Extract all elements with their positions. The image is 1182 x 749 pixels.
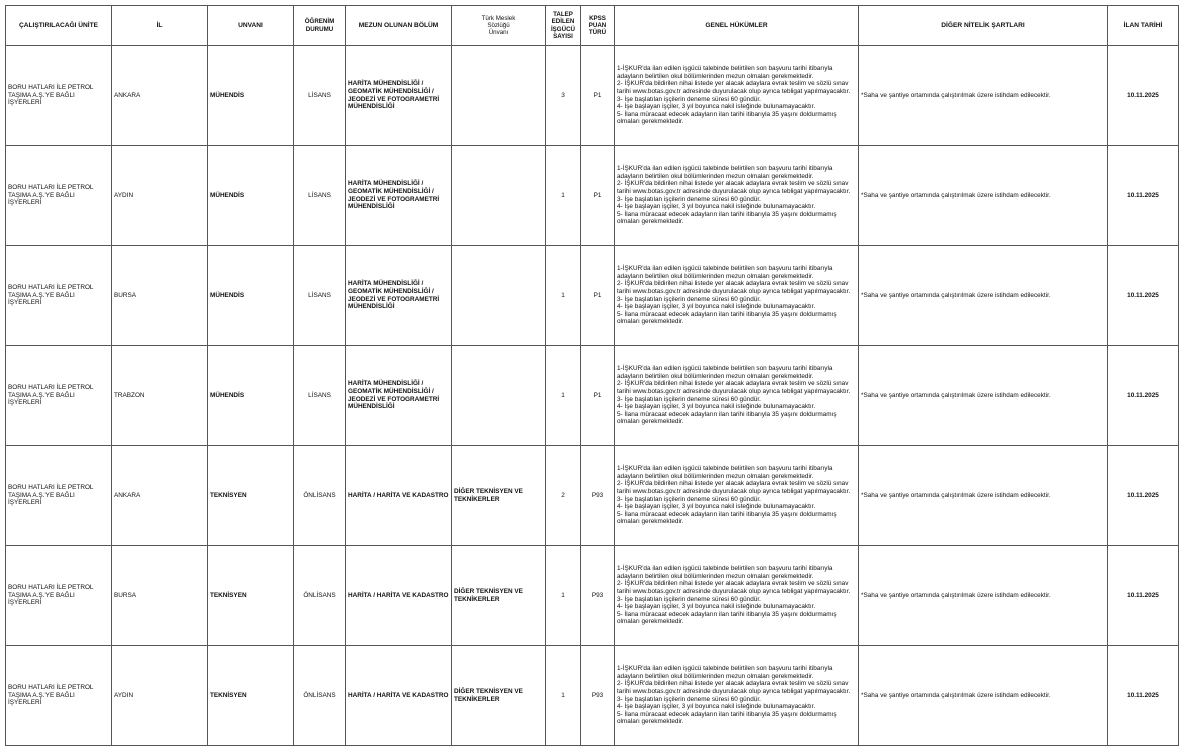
table-row xyxy=(6,346,1179,446)
cell-ogrenim: ÖNLİSANS xyxy=(294,646,346,746)
cell-unvani: TEKNİSYEN xyxy=(208,446,294,546)
cell-bolum: HARİTA MÜHENDİSLİĞİ / GEOMATİK MÜHENDİSLİĞİ / JEODEZİ VE FOTOGRAMETRİ MÜHENDİSLİĞİ xyxy=(346,246,452,346)
table-header xyxy=(6,6,1179,46)
cell-genel-hukumler xyxy=(615,546,859,646)
cell-meslek xyxy=(452,246,546,346)
cell-talep: 1 xyxy=(546,146,581,246)
hukum-item: 2- İŞKUR'da bildirilen nihai listede yer alacak adaylara evrak teslim ve sözlü sınav tarihi www.botas.gov.tr adresinde duyurulacak olup ayrıca tebligat yapılmayacaktır. xyxy=(617,380,851,395)
header-bolum: MEZUN OLUNAN BÖLÜM xyxy=(346,6,452,46)
cell-diger-nitelik: *Saha ve şantiye ortamında çalıştırılmak üzere istihdam edilecektir. xyxy=(859,46,1108,146)
cell-il: AYDIN xyxy=(112,646,208,746)
cell-unite: BORU HATLARI İLE PETROL TAŞIMA A.Ş.'YE BAĞLI İŞYERLERİ xyxy=(6,46,112,146)
hukum-item: 2- İŞKUR'da bildirilen nihai listede yer alacak adaylara evrak teslim ve sözlü sınav tarihi www.botas.gov.tr adresinde duyurulacak olup ayrıca tebligat yapılmayacaktır. xyxy=(617,680,851,695)
cell-unvani: TEKNİSYEN xyxy=(208,546,294,646)
hukum-item: 5- İlana müracaat edecek adayların ilan tarihi itibarıyla 35 yaşını doldurmamış olmaları gerekmektedir. xyxy=(617,210,837,226)
cell-ilan-tarihi: 10.11.2025 xyxy=(1108,646,1179,746)
cell-genel-hukumler xyxy=(615,646,859,746)
cell-diger-nitelik: *Saha ve şantiye ortamında çalıştırılmak üzere istihdam edilecektir. xyxy=(859,546,1108,646)
cell-il: TRABZON xyxy=(112,346,208,446)
header-diger: DİĞER NİTELİK ŞARTLARI xyxy=(859,6,1108,46)
cell-ilan-tarihi: 10.11.2025 xyxy=(1108,46,1179,146)
hukum-item: 3- İşe başlatılan işçilerin deneme süresi 60 gündür. xyxy=(617,95,761,103)
cell-talep: 1 xyxy=(546,546,581,646)
hukum-item: 4- İşe başlayan işçiler, 3 yıl boyunca nakil isteğinde bulunamayacaktır. xyxy=(617,403,816,411)
cell-talep: 3 xyxy=(546,46,581,146)
cell-talep: 2 xyxy=(546,446,581,546)
header-ogrenim: ÖĞRENİM DURUMU xyxy=(294,6,346,46)
header-unite: ÇALIŞTIRILACAĞI ÜNİTE xyxy=(6,6,112,46)
cell-unite: BORU HATLARI İLE PETROL TAŞIMA A.Ş.'YE BAĞLI İŞYERLERİ xyxy=(6,246,112,346)
cell-kpss: P1 xyxy=(581,146,615,246)
cell-bolum: HARİTA / HARİTA VE KADASTRO xyxy=(346,546,452,646)
hukum-item: 1-İŞKUR'da ilan edilen işgücü talebinde belirtilen son başvuru tarihi itibarıyla adayların belirtilen okul bölümlerinden mezun olmaları gerekmektedir. xyxy=(617,665,833,680)
cell-bolum: HARİTA MÜHENDİSLİĞİ / GEOMATİK MÜHENDİSLİĞİ / JEODEZİ VE FOTOGRAMETRİ MÜHENDİSLİĞİ xyxy=(346,346,452,446)
header-genel: GENEL HÜKÜMLER xyxy=(615,6,859,46)
cell-unite: BORU HATLARI İLE PETROL TAŞIMA A.Ş.'YE BAĞLI İŞYERLERİ xyxy=(6,546,112,646)
cell-ogrenim: ÖNLİSANS xyxy=(294,546,346,646)
hukum-item: 4- İşe başlayan işçiler, 3 yıl boyunca nakil isteğinde bulunamayacaktır. xyxy=(617,703,816,711)
cell-unvani: MÜHENDİS xyxy=(208,46,294,146)
header-row xyxy=(6,6,1179,46)
cell-il: ANKARA xyxy=(112,446,208,546)
cell-meslek: DİĞER TEKNİSYEN VE TEKNİKERLER xyxy=(452,646,546,746)
hukum-item: 5- İlana müracaat edecek adayların ilan tarihi itibarıyla 35 yaşını doldurmamış olmaları gerekmektedir. xyxy=(617,610,837,626)
cell-unite: BORU HATLARI İLE PETROL TAŞIMA A.Ş.'YE BAĞLI İŞYERLERİ xyxy=(6,346,112,446)
cell-ilan-tarihi: 10.11.2025 xyxy=(1108,346,1179,446)
hukum-item: 4- İşe başlayan işçiler, 3 yıl boyunca nakil isteğinde bulunamayacaktır. xyxy=(617,303,816,311)
cell-genel-hukumler xyxy=(615,346,859,446)
table-row xyxy=(6,146,1179,246)
cell-ilan-tarihi: 10.11.2025 xyxy=(1108,446,1179,546)
cell-meslek: DİĞER TEKNİSYEN VE TEKNİKERLER xyxy=(452,546,546,646)
cell-diger-nitelik: *Saha ve şantiye ortamında çalıştırılmak üzere istihdam edilecektir. xyxy=(859,346,1108,446)
hukum-item: 4- İşe başlayan işçiler, 3 yıl boyunca nakil isteğinde bulunamayacaktır. xyxy=(617,203,816,211)
cell-il: BURSA xyxy=(112,246,208,346)
cell-diger-nitelik: *Saha ve şantiye ortamında çalıştırılmak üzere istihdam edilecektir. xyxy=(859,646,1108,746)
cell-kpss: P93 xyxy=(581,446,615,546)
cell-kpss: P93 xyxy=(581,546,615,646)
cell-talep: 1 xyxy=(546,646,581,746)
hukum-item: 1-İŞKUR'da ilan edilen işgücü talebinde belirtilen son başvuru tarihi itibarıyla adayların belirtilen okul bölümlerinden mezun olmaları gerekmektedir. xyxy=(617,465,833,480)
cell-kpss: P1 xyxy=(581,246,615,346)
table-row xyxy=(6,646,1179,746)
cell-kpss: P93 xyxy=(581,646,615,746)
cell-il: BURSA xyxy=(112,546,208,646)
header-unvani: UNVANI xyxy=(208,6,294,46)
cell-bolum: HARİTA / HARİTA VE KADASTRO xyxy=(346,646,452,746)
hukum-item: 3- İşe başlatılan işçilerin deneme süresi 60 gündür. xyxy=(617,395,761,403)
cell-genel-hukumler xyxy=(615,46,859,146)
cell-meslek xyxy=(452,46,546,146)
hukum-item: 3- İşe başlatılan işçilerin deneme süresi 60 gündür. xyxy=(617,595,761,603)
table-row xyxy=(6,246,1179,346)
hukum-item: 3- İşe başlatılan işçilerin deneme süresi 60 gündür. xyxy=(617,495,761,503)
cell-genel-hukumler xyxy=(615,146,859,246)
cell-il: AYDIN xyxy=(112,146,208,246)
cell-diger-nitelik: *Saha ve şantiye ortamında çalıştırılmak üzere istihdam edilecektir. xyxy=(859,246,1108,346)
hukum-item: 5- İlana müracaat edecek adayların ilan tarihi itibarıyla 35 yaşını doldurmamış olmaları gerekmektedir. xyxy=(617,510,837,526)
hukum-item: 5- İlana müracaat edecek adayların ilan tarihi itibarıyla 35 yaşını doldurmamış olmaları gerekmektedir. xyxy=(617,410,837,426)
cell-meslek xyxy=(452,346,546,446)
cell-unvani: MÜHENDİS xyxy=(208,346,294,446)
hukum-item: 2- İŞKUR'da bildirilen nihai listede yer alacak adaylara evrak teslim ve sözlü sınav tarihi www.botas.gov.tr adresinde duyurulacak olup ayrıca tebligat yapılmayacaktır. xyxy=(617,580,851,595)
header-talep: TALEP EDİLEN İŞGÜCÜ SAYISI xyxy=(546,6,581,46)
cell-il: ANKARA xyxy=(112,46,208,146)
cell-bolum: HARİTA MÜHENDİSLİĞİ / GEOMATİK MÜHENDİSLİĞİ / JEODEZİ VE FOTOGRAMETRİ MÜHENDİSLİĞİ xyxy=(346,146,452,246)
cell-unvani: MÜHENDİS xyxy=(208,146,294,246)
cell-meslek xyxy=(452,146,546,246)
cell-bolum: HARİTA / HARİTA VE KADASTRO xyxy=(346,446,452,546)
cell-ogrenim: LİSANS xyxy=(294,146,346,246)
hukum-item: 5- İlana müracaat edecek adayların ilan tarihi itibarıyla 35 yaşını doldurmamış olmaları gerekmektedir. xyxy=(617,310,837,326)
header-kpss: KPSS PUAN TÜRÜ xyxy=(581,6,615,46)
cell-kpss: P1 xyxy=(581,346,615,446)
hukum-item: 3- İşe başlatılan işçilerin deneme süresi 60 gündür. xyxy=(617,695,761,703)
hukum-item: 2- İŞKUR'da bildirilen nihai listede yer alacak adaylara evrak teslim ve sözlü sınav tarihi www.botas.gov.tr adresinde duyurulacak olup ayrıca tebligat yapılmayacaktır. xyxy=(617,180,851,195)
cell-ogrenim: ÖNLİSANS xyxy=(294,446,346,546)
header-tarih: İLAN TARİHİ xyxy=(1108,6,1179,46)
cell-unite: BORU HATLARI İLE PETROL TAŞIMA A.Ş.'YE BAĞLI İŞYERLERİ xyxy=(6,646,112,746)
hukum-item: 1-İŞKUR'da ilan edilen işgücü talebinde belirtilen son başvuru tarihi itibarıyla adayların belirtilen okul bölümlerinden mezun olmaları gerekmektedir. xyxy=(617,265,833,280)
cell-kpss: P1 xyxy=(581,46,615,146)
cell-meslek: DİĞER TEKNİSYEN VE TEKNİKERLER xyxy=(452,446,546,546)
cell-ogrenim: LİSANS xyxy=(294,346,346,446)
cell-unvani: TEKNİSYEN xyxy=(208,646,294,746)
cell-diger-nitelik: *Saha ve şantiye ortamında çalıştırılmak üzere istihdam edilecektir. xyxy=(859,446,1108,546)
cell-unite: BORU HATLARI İLE PETROL TAŞIMA A.Ş.'YE BAĞLI İŞYERLERİ xyxy=(6,446,112,546)
table-row xyxy=(6,446,1179,546)
cell-talep: 1 xyxy=(546,246,581,346)
cell-unvani: MÜHENDİS xyxy=(208,246,294,346)
hukum-item: 2- İŞKUR'da bildirilen nihai listede yer alacak adaylara evrak teslim ve sözlü sınav tarihi www.botas.gov.tr adresinde duyurulacak olup ayrıca tebligat yapılmayacaktır. xyxy=(617,80,851,95)
table-row xyxy=(6,46,1179,146)
table-body xyxy=(6,46,1179,746)
hukum-item: 2- İŞKUR'da bildirilen nihai listede yer alacak adaylara evrak teslim ve sözlü sınav tarihi www.botas.gov.tr adresinde duyurulacak olup ayrıca tebligat yapılmayacaktır. xyxy=(617,480,851,495)
cell-ilan-tarihi: 10.11.2025 xyxy=(1108,146,1179,246)
cell-ilan-tarihi: 10.11.2025 xyxy=(1108,546,1179,646)
cell-unite: BORU HATLARI İLE PETROL TAŞIMA A.Ş.'YE BAĞLI İŞYERLERİ xyxy=(6,146,112,246)
hukum-item: 1-İŞKUR'da ilan edilen işgücü talebinde belirtilen son başvuru tarihi itibarıyla adayların belirtilen okul bölümlerinden mezun olmaları gerekmektedir. xyxy=(617,165,833,180)
cell-diger-nitelik: *Saha ve şantiye ortamında çalıştırılmak üzere istihdam edilecektir. xyxy=(859,146,1108,246)
header-meslek: Türk Meslek Sözlüğü Ünvanı xyxy=(452,6,546,46)
hukum-item: 4- İşe başlayan işçiler, 3 yıl boyunca nakil isteğinde bulunamayacaktır. xyxy=(617,503,816,511)
cell-ogrenim: LİSANS xyxy=(294,246,346,346)
hukum-item: 4- İşe başlayan işçiler, 3 yıl boyunca nakil isteğinde bulunamayacaktır. xyxy=(617,103,816,111)
cell-ilan-tarihi: 10.11.2025 xyxy=(1108,246,1179,346)
cell-bolum: HARİTA MÜHENDİSLİĞİ / GEOMATİK MÜHENDİSLİĞİ / JEODEZİ VE FOTOGRAMETRİ MÜHENDİSLİĞİ xyxy=(346,46,452,146)
hukum-item: 5- İlana müracaat edecek adayların ilan tarihi itibarıyla 35 yaşını doldurmamış olmaları gerekmektedir. xyxy=(617,710,837,726)
cell-genel-hukumler xyxy=(615,446,859,546)
hukum-item: 3- İşe başlatılan işçilerin deneme süresi 60 gündür. xyxy=(617,195,761,203)
hukum-item: 5- İlana müracaat edecek adayların ilan tarihi itibarıyla 35 yaşını doldurmamış olmaları gerekmektedir. xyxy=(617,110,837,126)
table-row xyxy=(6,546,1179,646)
cell-genel-hukumler xyxy=(615,246,859,346)
hukum-item: 1-İŞKUR'da ilan edilen işgücü talebinde belirtilen son başvuru tarihi itibarıyla adayların belirtilen okul bölümlerinden mezun olmaları gerekmektedir. xyxy=(617,365,833,380)
job-listing-table xyxy=(5,5,1179,746)
cell-ogrenim: LİSANS xyxy=(294,46,346,146)
hukum-item: 1-İŞKUR'da ilan edilen işgücü talebinde belirtilen son başvuru tarihi itibarıyla adayların belirtilen okul bölümlerinden mezun olmaları gerekmektedir. xyxy=(617,65,833,80)
hukum-item: 1-İŞKUR'da ilan edilen işgücü talebinde belirtilen son başvuru tarihi itibarıyla adayların belirtilen okul bölümlerinden mezun olmaları gerekmektedir. xyxy=(617,565,833,580)
cell-talep: 1 xyxy=(546,346,581,446)
hukum-item: 4- İşe başlayan işçiler, 3 yıl boyunca nakil isteğinde bulunamayacaktır. xyxy=(617,603,816,611)
hukum-item: 3- İşe başlatılan işçilerin deneme süresi 60 gündür. xyxy=(617,295,761,303)
hukum-item: 2- İŞKUR'da bildirilen nihai listede yer alacak adaylara evrak teslim ve sözlü sınav tarihi www.botas.gov.tr adresinde duyurulacak olup ayrıca tebligat yapılmayacaktır. xyxy=(617,280,851,295)
header-il: İL xyxy=(112,6,208,46)
